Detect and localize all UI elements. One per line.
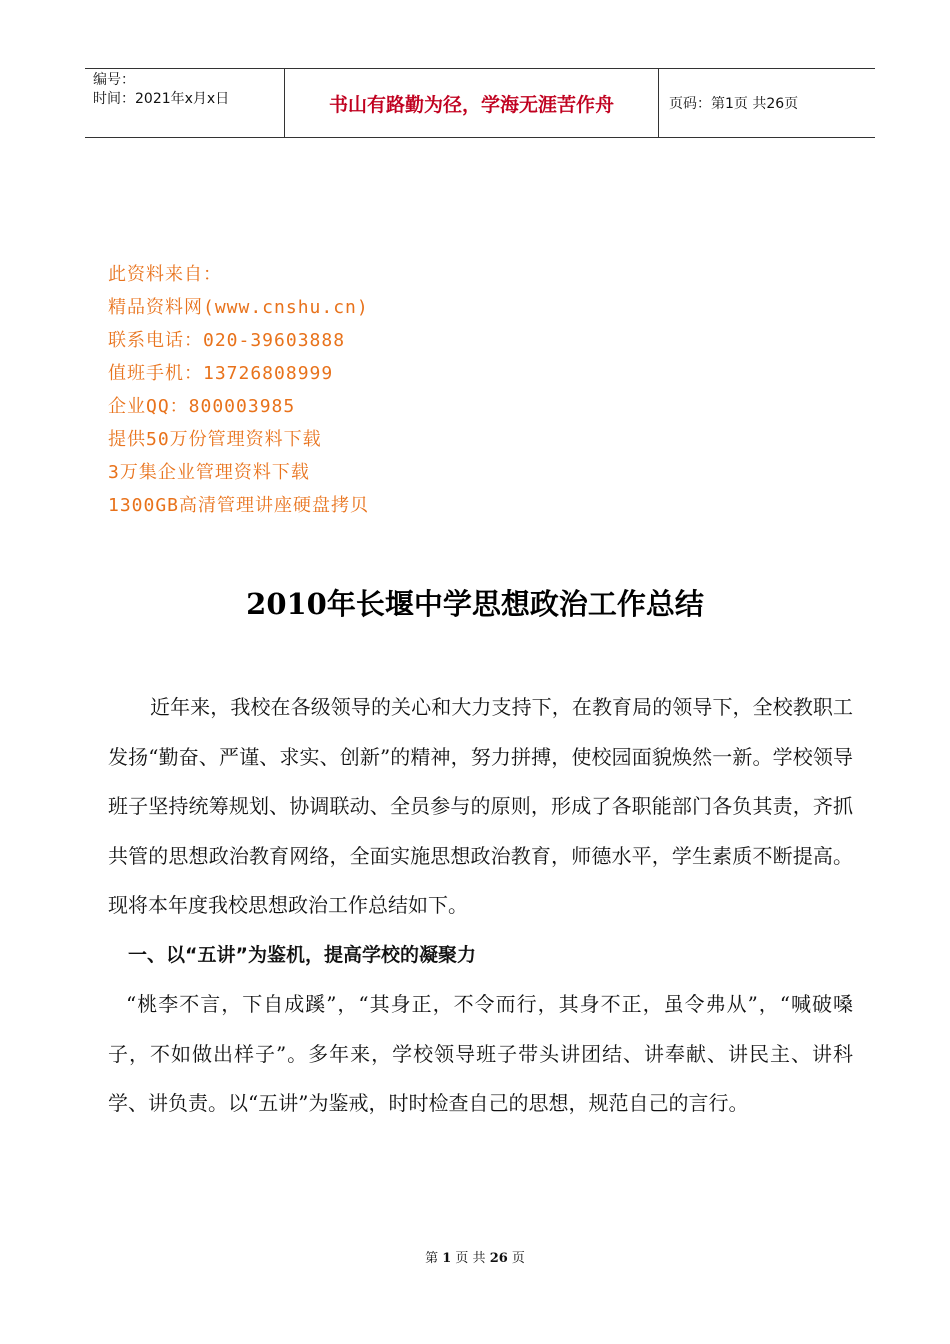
- paragraph: 近年来，我校在各级领导的关心和大力支持下，在教育局的领导下，全校教职工发扬“勤奋、严谨、求实、创新”的精神，努力拼搏，使校园面貌焕然一新。学校领导班子坚持统筹规划、协调联动、全员参与的原则，形成了各职能部门各负其责，齐抓共管的思想政治教育网络，全面实施思想政治教育，师德水平，学生素质不断提高。现将本年度我校思想政治工作总结如下。: [108, 695, 853, 917]
- document-body: [108, 683, 853, 1129]
- footer-total-pages: 26: [489, 1251, 508, 1266]
- source-line: 此资料来自：: [108, 264, 222, 285]
- source-line: 3万集企业管理资料下载: [108, 462, 310, 483]
- footer-prefix: 第: [425, 1251, 439, 1266]
- header-page-info: 页码：第1页 共26页: [669, 96, 799, 112]
- footer-suffix: 页: [511, 1251, 525, 1266]
- time-label: 时间：2021年x月x日: [93, 91, 230, 107]
- source-line: 1300GB高清管理讲座硬盘拷贝: [108, 495, 370, 516]
- header-meta: [85, 69, 285, 137]
- page-footer: [0, 1247, 950, 1266]
- source-line: 提供50万份管理资料下载: [108, 429, 322, 450]
- source-line: 精品资料网(www.cnshu.cn): [108, 297, 369, 318]
- section-heading: 一、以“五讲”为鉴机，提高学校的凝聚力: [128, 943, 476, 966]
- paragraph: “桃李不言，下自成蹊”，“其身正，不令而行，其身不正，虽令弗从”，“喊破嗓子，不如做出样子”。多年来，学校领导班子带头讲团结、讲奉献、讲民主、讲科学、讲负责。以“五讲”为鉴戒，时时检查自己的思想，规范自己的言行。: [108, 992, 853, 1115]
- document-title: 2010年长堰中学思想政治工作总结: [246, 587, 704, 621]
- footer-middle: 页 共: [455, 1251, 486, 1266]
- source-line: 企业QQ：800003985: [108, 396, 296, 417]
- number-label: 编号：: [93, 72, 135, 88]
- source-info: [108, 258, 369, 522]
- document-header: [85, 68, 875, 138]
- source-line: 值班手机：13726808999: [108, 363, 334, 384]
- header-motto: 书山有路勤为径，学海无涯苦作舟: [285, 69, 659, 137]
- footer-page-number: 1: [442, 1251, 452, 1266]
- source-line: 联系电话：020-39603888: [108, 330, 346, 351]
